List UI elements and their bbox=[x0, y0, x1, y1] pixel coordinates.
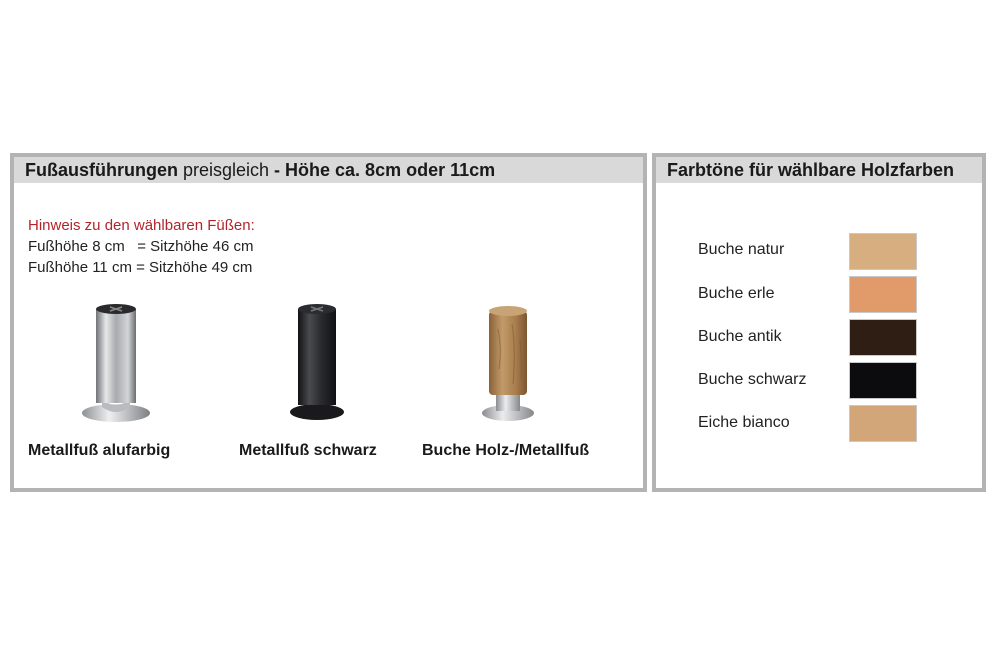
color-name-buche-antik: Buche antik bbox=[698, 328, 782, 345]
color-name-buche-natur: Buche natur bbox=[698, 241, 785, 258]
aluminium-foot-image bbox=[76, 299, 156, 427]
black-metal-foot-image bbox=[277, 299, 357, 427]
swatch-eiche-bianco bbox=[849, 405, 917, 442]
swatch-buche-schwarz bbox=[849, 362, 917, 399]
foot-label-aluminium: Metallfuß alufarbig bbox=[28, 442, 171, 459]
hint-line-8cm: Fußhöhe 8 cm = Sitzhöhe 46 cm bbox=[28, 238, 254, 255]
foot-label-beech: Buche Holz-/Metallfuß bbox=[422, 442, 590, 459]
color-name-buche-schwarz: Buche schwarz bbox=[698, 371, 807, 388]
header-price-note: preisgleich bbox=[177, 160, 270, 180]
swatch-buche-natur bbox=[849, 233, 917, 270]
beech-wood-foot-image bbox=[468, 299, 548, 427]
feet-panel bbox=[10, 153, 647, 492]
header-title: Fußausführungen bbox=[25, 160, 178, 180]
swatch-buche-antik bbox=[849, 319, 917, 356]
feet-hint bbox=[28, 215, 255, 278]
feet-panel-header bbox=[14, 157, 643, 183]
swatch-buche-erle bbox=[849, 276, 917, 313]
hint-title: Hinweis zu den wählbaren Füßen: bbox=[28, 217, 255, 234]
foot-label-black: Metallfuß schwarz bbox=[239, 442, 377, 459]
wood-colors-panel bbox=[652, 153, 986, 492]
header-height-note: - Höhe ca. 8cm oder 11cm bbox=[269, 160, 496, 180]
wood-colors-header: Farbtöne für wählbare Holzfarben bbox=[656, 157, 982, 183]
color-name-eiche-bianco: Eiche bianco bbox=[698, 414, 790, 431]
color-name-buche-erle: Buche erle bbox=[698, 285, 775, 302]
hint-line-11cm: Fußhöhe 11 cm = Sitzhöhe 49 cm bbox=[28, 259, 253, 276]
